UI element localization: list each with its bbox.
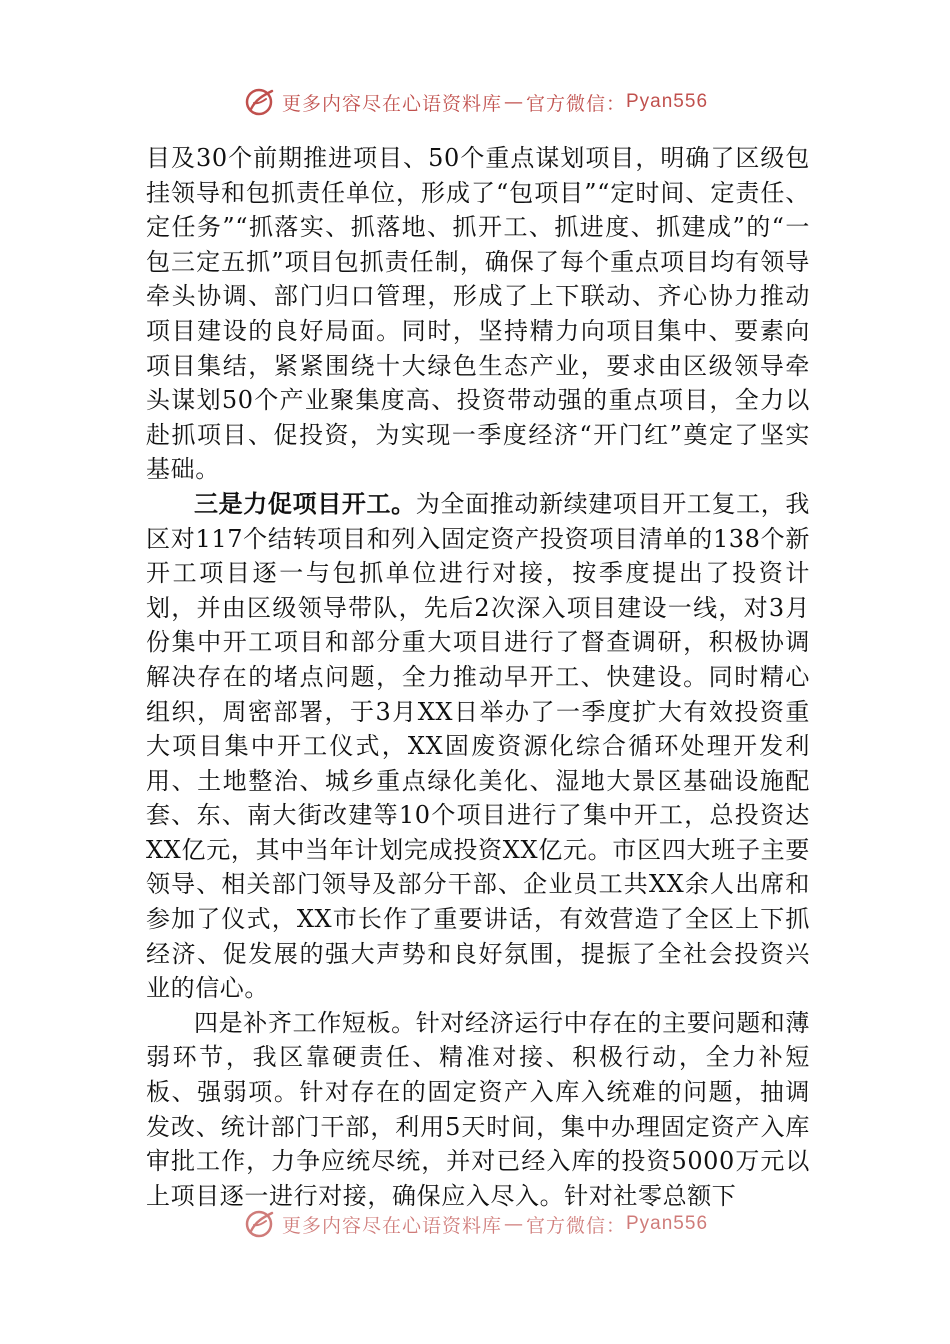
brand-logo-icon [242, 1209, 276, 1239]
header-separator: — [503, 91, 524, 113]
paragraph-fill-gaps: 四是补齐工作短板。针对经济运行中存在的主要问题和薄弱环节，我区靠硬责任、精准对接、积极行动，全力补短板、强弱项。针对存在的固定资产入库入统难的问题，抽调发改、统计部门干部，利用5天时间，集中办理固定资产入库审批工作，力争应统尽统，并对已经入库的投资5000万元以上项目逐一进行对接，确保应入尽入。针对社零总额下 [146, 1008, 810, 1210]
paragraph-project-start [146, 487, 810, 1006]
paragraph-heading: 三是力促项目开工。 [194, 488, 416, 518]
paragraph-text: 为全面推动新续建项目开工复工，我区对117个结转项目和列入固定资产投资项目清单的138个新开工项目逐一与包抓单位进行对接，按季度提出了投资计划，并由区级领导带队，先后2次深入项目建设一线，对3月份集中开工项目和部分重大项目进行了督查调研，积极协调解决存在的堵点问题，全力推动早开工、快建设。同时精心组织，周密部署，于3月XX日举办了一季度扩大有效投资重大项目集中开工仪式，XX固废资源化综合循环处理开发利用、土地整治、城乡重点绿化美化、湿地大景区基础设施配套、东、南大街改建等10个项目进行了集中开工，总投资达XX亿元，其中当年计划完成投资XX亿元。市区四大班子主要领导、相关部门领导及部分干部、企业员工共XX余人出席和参加了仪式，XX市长作了重要讲话，有效营造了全区上下抓经济、促发展的强大声势和良好氛围，提振了全社会投资兴业的信心。 [146, 489, 810, 1003]
header-brand-text: 更多内容尽在心语资料库 [281, 92, 502, 115]
footer-separator: — [503, 1213, 524, 1235]
footer-watermark-banner [0, 1206, 950, 1242]
header-wechat-id: Pyan556 [626, 91, 709, 112]
header-watermark-banner [0, 84, 950, 120]
paragraph-continuation: 目及30个前期推进项目、50个重点谋划项目，明确了区级包挂领导和包抓责任单位，形成了“包项目”“定时间、定责任、定任务”“抓落实、抓落地、抓开工、抓进度、抓建成”的“一包三定五抓”项目包抓责任制，确保了每个重点项目均有领导牵头协调、部门归口管理，形成了上下联动、齐心协力推动项目建设的良好局面。同时，坚持精力向项目集中、要素向项目集结，紧紧围绕十大绿色生态产业，要求由区级领导牵头谋划50个产业聚集度高、投资带动强的重点项目，全力以赴抓项目、促投资，为实现一季度经济“开门红”奠定了坚实基础。 [146, 144, 810, 484]
header-wechat-label: 官方微信： [525, 92, 626, 115]
brand-logo-icon [242, 87, 276, 117]
document-body [146, 141, 810, 1213]
footer-wechat-id: Pyan556 [626, 1213, 709, 1234]
footer-brand-text: 更多内容尽在心语资料库 [281, 1214, 502, 1237]
footer-wechat-label: 官方微信： [525, 1214, 626, 1237]
